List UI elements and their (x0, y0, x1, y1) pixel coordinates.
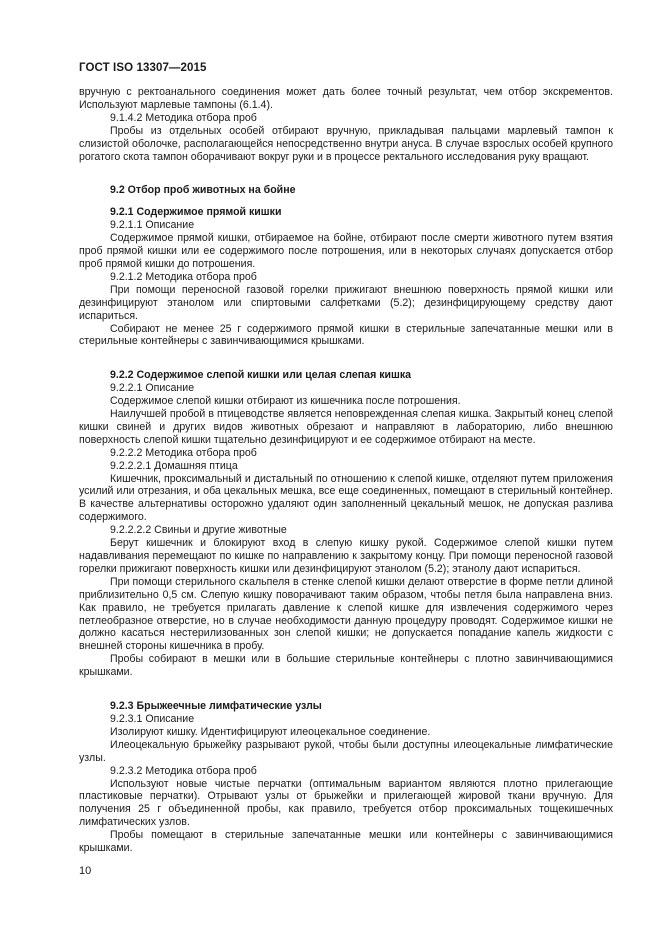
section-heading: 9.2.2 Содержимое слепой кишки или целая слепая кишка (110, 369, 412, 382)
paragraph: 9.2.2.2.1 Домашняя птица (110, 459, 238, 472)
section-heading: 9.2.1 Содержимое прямой кишки (110, 206, 282, 219)
paragraph: 9.2.2.1 Описание (110, 382, 195, 395)
paragraph: Собирают не менее 25 г содержимого прямой кишки в стерильные запечатанные мешки или в стерильные контейнеры с завинчивающимися крышками. (79, 322, 613, 348)
paragraph: 9.2.2.2 Методика отбора проб (110, 446, 257, 459)
document-body (79, 86, 613, 855)
paragraph: 9.2.3.2 Методика отбора проб (110, 764, 257, 777)
page-number: 10 (79, 865, 92, 877)
paragraph: При помощи переносной газовой горелки прижигают внешнюю поверхность прямой кишки или дезинфицируют этанолом или спиртовыми салфетками (5.2); дезинфицирующему средству дают испариться. (79, 283, 613, 322)
paragraph: 9.2.1.2 Методика отбора проб (110, 270, 257, 283)
paragraph: 9.2.1.1 Описание (110, 219, 195, 232)
section-heading: 9.2.3 Брыжеечные лимфатические узлы (110, 700, 322, 713)
paragraph: 9.1.4.2 Методика отбора проб (110, 111, 257, 124)
paragraph: Содержимое слепой кишки отбирают из кишечника после потрошения. (110, 395, 461, 408)
paragraph: Пробы из отдельных особей отбирают вручную, прикладывая пальцами марлевый тампон к слизистой оболочке, располагающейся непосредственно внутри ануса. В случае взрослых особей крупного рогатого скота тампон оборачивают вокруг руки и в процессе ректального исследования руку вращают. (79, 124, 613, 163)
paragraph: Пробы помещают в стерильные запечатанные мешки или контейнеры с завинчивающимися крышками. (79, 829, 613, 855)
paragraph: 9.2.3.1 Описание (110, 712, 195, 725)
paragraph: вручную с ректоанального соединения может дать более точный результат, чем отбор экскрементов. Используют марлевые тампоны (6.1.4). (79, 86, 613, 111)
paragraph: Пробы собирают в мешки или в большие стерильные контейнеры с плотно завинчивающимися крышками. (79, 653, 613, 679)
paragraph: При помощи стерильного скальпеля в стенке слепой кишки делают отверстие в форме петли длиной приблизительно 0,5 см. Слепую кишку поворачивают таким образом, чтобы петля была направлена вниз. Как правило, не требуется прилагать давление к слепой кишке для извлечения содержимого через петлеобразное отверстие, но в случае необходимости данную процедуру проводят. Содержимое кишки не должно касаться нестерилизованных зон слепой кишки; не допускается попадание капель жидкости с внешней стороны кишечника в пробу. (79, 575, 613, 653)
paragraph: Берут кишечник и блокируют вход в слепую кишку рукой. Содержимое слепой кишки путем надавливания перемещают по кишке по направлению к закрытому концу. При помощи переносной газовой горелки прижигают поверхность кишки или дезинфицируют этанолом (5.2); этанолу дают испариться. (79, 537, 613, 575)
paragraph: Кишечник, проксимальный и дистальный по отношению к слепой кишке, отделяют путем приложения усилий или отрезания, и оба цекальных мешка, все еще соединенных, помещают в стерильный контейнер. В качестве альтернативы осторожно удаляют один заполненный цекальный мешок, не допуская разлива содержимого. (79, 472, 613, 524)
paragraph: Илеоцекальную брыжейку разрывают рукой, чтобы были доступны илеоцекальные лимфатические узлы. (79, 738, 613, 764)
section-heading: 9.2 Отбор проб животных на бойне (110, 184, 296, 197)
paragraph: Изолируют кишку. Идентифицируют илеоцекальное соединение. (110, 725, 431, 738)
paragraph: 9.2.2.2.2 Свиньи и другие животные (110, 524, 287, 537)
paragraph: Наилучшей пробой в птицеводстве является неповрежденная слепая кишка. Закрытый конец слепой кишки свиней и других видов животных обрезают и направляют в лабораторию, либо внешнюю поверхность слепой кишки тщательно дезинфицируют и ее содержимое отбирают на месте. (79, 408, 613, 446)
paragraph: Используют новые чистые перчатки (оптимальным вариантом являются плотно прилегающие пластиковые перчатки). Отрывают узлы от брыжейки и прилегающей жировой ткани вручную. Для получения 25 г объединенной пробы, как правило, требуется отбор проксимальных тощекишечных лимфатических узлов. (79, 777, 613, 829)
paragraph: Содержимое прямой кишки, отбираемое на бойне, отбирают после смерти животного путем взятия проб прямой кишки или ее содержимого после потрошения, или в некоторых случаях допускается отбор проб прямой кишки до потрошения. (79, 232, 613, 270)
document-header: ГОСТ ISO 13307—2015 (79, 62, 207, 74)
